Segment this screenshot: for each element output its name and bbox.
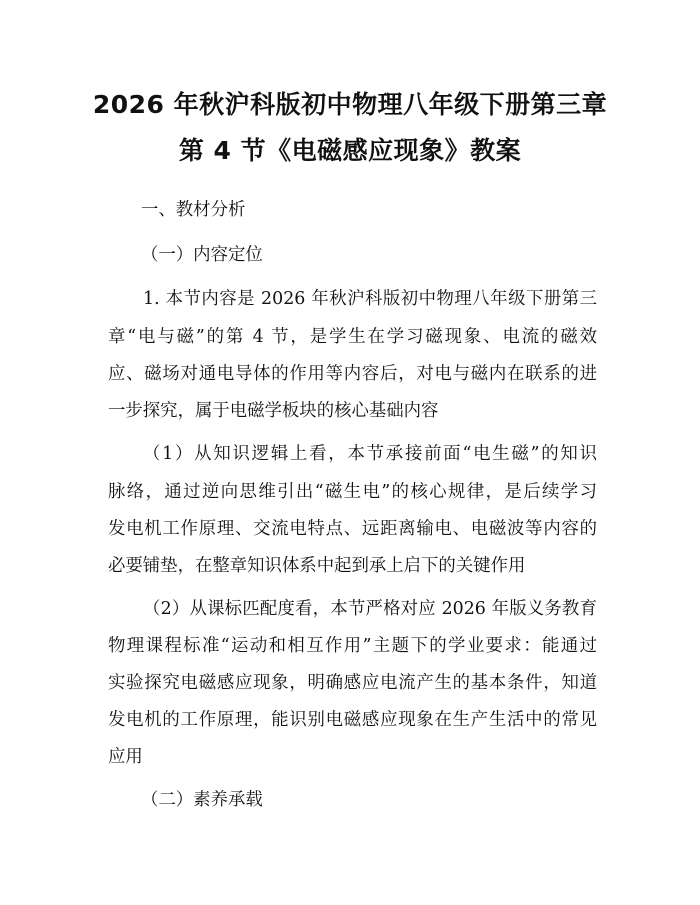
paragraph-2-line-4: 必要铺垫，在整章知识体系中起到承上启下的关键作用 <box>108 556 526 576</box>
paragraph-3-line-4: 发电机的工作原理，能识别电磁感应现象在生产生活中的常见 <box>108 710 597 730</box>
subsection-heading-content-positioning: （一）内容定位 <box>141 245 263 265</box>
paragraph-3-line-5: 应用 <box>108 747 143 767</box>
paragraph-2-line-2: 脉络，通过逆向思维引出“磁生电”的核心规律，是后续学习 <box>108 482 597 502</box>
paragraph-3-line-2: 物理课程标准“运动和相互作用”主题下的学业要求：能通过 <box>108 636 597 656</box>
paragraph-1-line-3: 应、磁场对通电导体的作用等内容后，对电与磁内在联系的进 <box>108 364 597 384</box>
paragraph-2-line-3: 发电机工作原理、交流电特点、远距离输电、电磁波等内容的 <box>108 519 597 539</box>
paragraph-1-line-2: 章“电与磁”的第 4 节，是学生在学习磁现象、电流的磁效 <box>108 327 597 347</box>
section-heading-teaching-material-analysis: 一、教材分析 <box>141 200 246 220</box>
document-title-line-2: 第 4 节《电磁感应现象》教案 <box>178 136 522 165</box>
paragraph-3-line-3: 实验探究电磁感应现象，明确感应电流产生的基本条件，知道 <box>108 673 597 693</box>
subsection-heading-literacy-bearing: （二）素养承载 <box>141 790 263 810</box>
paragraph-1-line-4: 一步探究，属于电磁学板块的核心基础内容 <box>108 401 439 421</box>
document-title-line-1: 2026 年秋沪科版初中物理八年级下册第三章 <box>92 90 608 119</box>
paragraph-3-line-1: （2）从课标匹配度看，本节严格对应 2026 年版义务教育 <box>143 599 597 619</box>
paragraph-1-line-1: 1. 本节内容是 2026 年秋沪科版初中物理八年级下册第三 <box>143 289 597 309</box>
paragraph-2-line-1: （1）从知识逻辑上看，本节承接前面“电生磁”的知识 <box>143 444 597 464</box>
